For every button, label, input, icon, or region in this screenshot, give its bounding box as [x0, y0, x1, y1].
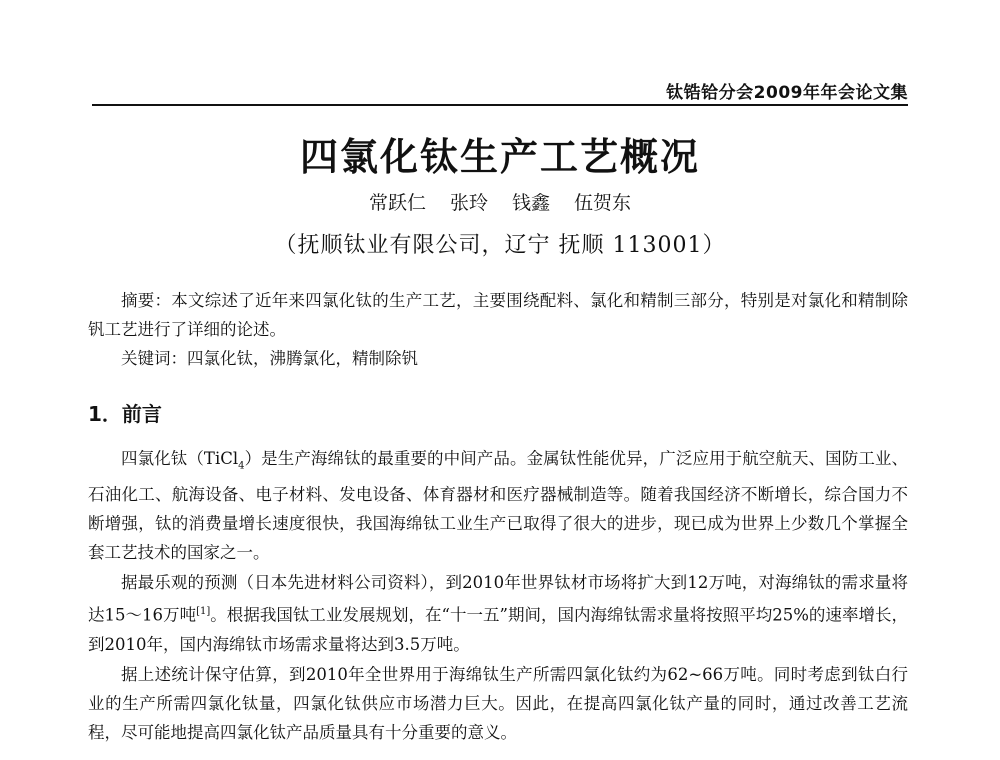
keywords — [88, 344, 908, 373]
abstract — [88, 286, 908, 344]
keywords-text: 关键词：四氯化钛，沸腾氯化，精制除钒 — [121, 349, 418, 368]
section-heading-intro: 1．前言 — [88, 402, 162, 426]
journal-header: 钛锆铪分会2009年年会论文集 — [666, 83, 908, 103]
paragraph-3: 据上述统计保守估算，到2010年全世界用于海绵钛生产所需四氯化钛约为62~66万吨。同时考虑到钛白行业的生产所需四氯化钛量，四氯化钛供应市场潜力巨大。因此，在提高四氯化钛产量的同时，通过改善工艺流程，尽可能地提高四氯化钛产品质量具有十分重要的意义。 — [88, 664, 908, 742]
p2-part2: 。根据我国钛工业发展规划，在“十一五”期间，国内海绵钛需求量将按照平均25%的速率增长，到2010年，国内海绵钛市场需求量将达到3.5万吨。 — [88, 605, 908, 654]
reference-1: [1] — [196, 606, 211, 618]
paper-title: 四氯化钛生产工艺概况 — [299, 134, 700, 179]
paragraph-1 — [88, 444, 908, 567]
p1-subscript: 4 — [238, 460, 245, 472]
paragraph-2 — [88, 568, 908, 659]
header-rule — [92, 104, 908, 106]
p1-part2: ）是生产海绵钛的最重要的中间产品。金属钛性能优异，广泛应用于航空航天、国防工业、石油化工、航海设备、电子材料、发电设备、体育器材和医疗器械制造等。随着我国经济不断增长，综合国力不断增强，钛的消费量增长速度很快，我国海绵钛工业生产已取得了很大的进步，现已成为世界上少数几个掌握全套工艺技术的国家之一。 — [88, 449, 908, 563]
p1-part1: 四氯化钛（TiCl — [121, 449, 239, 468]
authors: 常跃仁 张玲 钱鑫 伍贺东 — [368, 192, 632, 214]
p2-part1: 据最乐观的预测（日本先进材料公司资料），到2010年世界钛材市场将扩大到12万吨，对海绵钛的需求量将达15～16万吨 — [88, 573, 908, 625]
body-text — [88, 444, 908, 748]
affiliation: （抚顺钛业有限公司，辽宁 抚顺 113001） — [274, 233, 726, 258]
abstract-text: 摘要：本文综述了近年来四氯化钛的生产工艺，主要围绕配料、氯化和精制三部分，特别是对氯化和精制除钒工艺进行了详细的论述。 — [88, 291, 908, 339]
